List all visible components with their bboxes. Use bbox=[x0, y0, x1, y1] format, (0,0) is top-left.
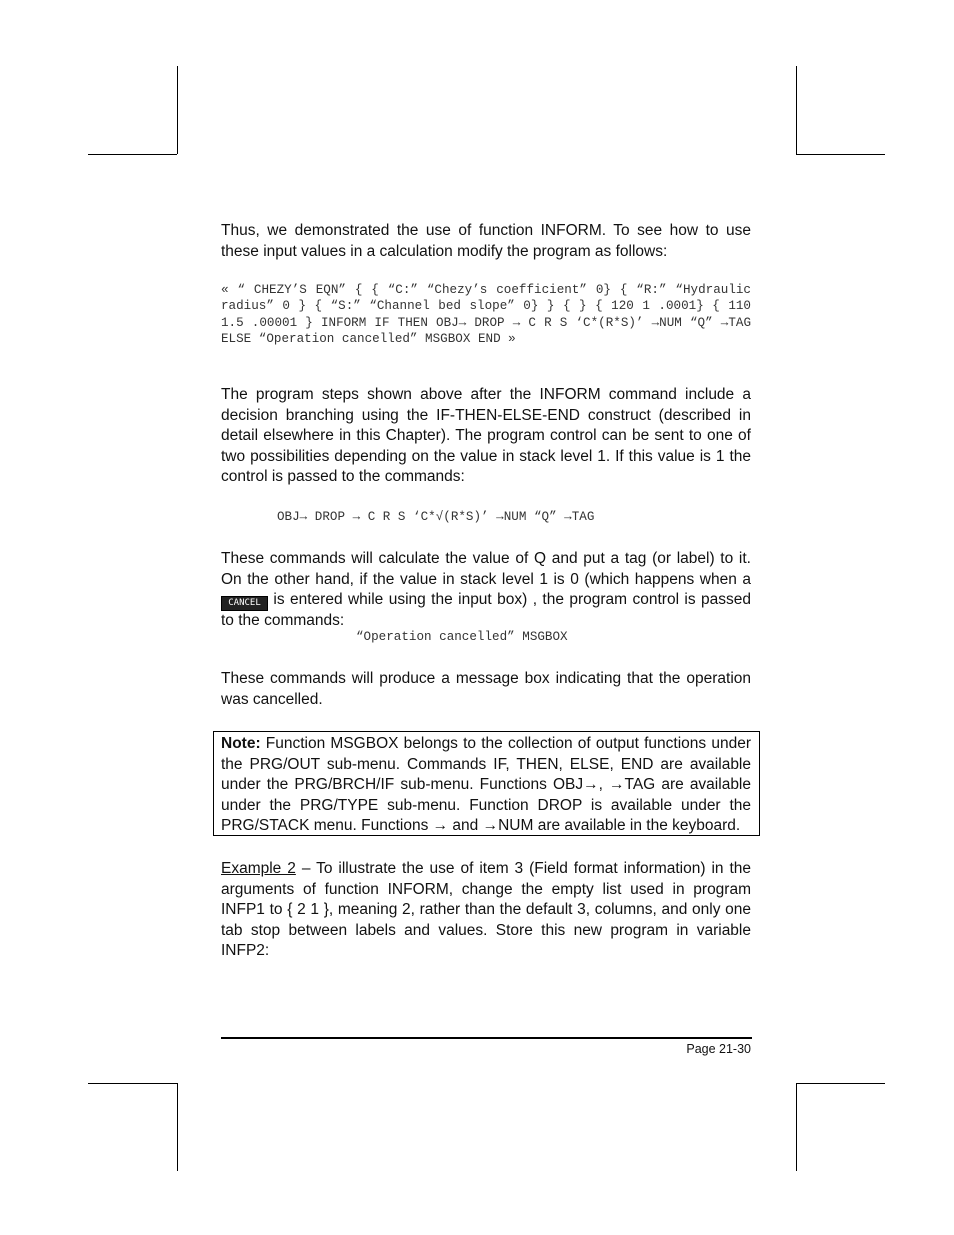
crop-mark-top-right-horizontal bbox=[796, 154, 885, 155]
branching-paragraph: The program steps shown above after the INFORM command include a decision branching using the IF-THEN-ELSE-END construct (described in detail elsewhere in this Chapter). The program control can be sent to one of two possibilities depending on the value in stack level 1. If this value is 1 the control is passed to the commands: bbox=[221, 386, 751, 485]
example-label: Example 2 bbox=[221, 860, 296, 877]
crop-mark-top-left-vertical bbox=[177, 66, 178, 154]
calculation-paragraph bbox=[221, 549, 751, 632]
msgbox-paragraph: These commands will produce a message box indicating that the operation was cancelled. bbox=[221, 670, 751, 708]
then-commands-code: OBJ→ DROP → C R S ‘C*√(R*S)’ →NUM “Q” →TAG bbox=[277, 510, 595, 524]
crop-mark-bottom-right-horizontal bbox=[796, 1083, 885, 1084]
page-number: Page 21-30 bbox=[686, 1042, 751, 1056]
crop-mark-top-left-horizontal bbox=[88, 154, 177, 155]
crop-mark-bottom-left-vertical bbox=[177, 1083, 178, 1171]
example-paragraph bbox=[221, 859, 751, 962]
crop-mark-bottom-left-horizontal bbox=[88, 1083, 177, 1084]
else-commands-code: “Operation cancelled” MSGBOX bbox=[356, 630, 568, 644]
page-body bbox=[221, 0, 751, 1235]
crop-mark-top-right-vertical bbox=[796, 66, 797, 154]
example-text: – To illustrate the use of item 3 (Field format information) in the arguments of function INFORM, change the empty list used in program INFP1 to { 2 1 }, meaning 2, rather than the default 3, columns, and only one tab stop between labels and values. Store this new program in variable INFP2: bbox=[221, 860, 751, 959]
cancel-softkey-icon: CANCEL bbox=[221, 596, 268, 611]
note-box bbox=[213, 731, 760, 836]
calculation-text-part-2: is entered while using the input box) , the program control is passed to the commands: bbox=[221, 591, 751, 629]
footer-rule bbox=[221, 1037, 752, 1039]
calculation-text-part-1: These commands will calculate the value of Q and put a tag (or label) to it. On the other hand, if the value in stack level 1 is 0 (which happens when a bbox=[221, 550, 751, 588]
crop-mark-bottom-right-vertical bbox=[796, 1083, 797, 1171]
note-label: Note: bbox=[221, 735, 261, 752]
program-code-block: « “ CHEZY’S EQN” { { “C:” “Chezy’s coefficient” 0} { “R:” “Hydraulic radius” 0 } { “S:” “Channel bed slope” 0} } { } { 120 1 .0001} { 110 1.5 .00001 } INFORM IF THEN OBJ→ DROP → C R S ‘C*(R*S)’ →NUM “Q” →TAG ELSE “Operation cancelled” MSGBOX END » bbox=[221, 283, 751, 347]
note-body: Function MSGBOX belongs to the collection of output functions under the PRG/OUT sub-menu. Commands IF, THEN, ELSE, END are available under the PRG/BRCH/IF sub-menu. Functions OBJ→, →TAG are available under the PRG/TYPE sub-menu. Function DROP is available under the PRG/STACK menu. Functions → and →NUM are available in the keyboard. bbox=[221, 735, 751, 834]
note-text bbox=[221, 734, 751, 837]
intro-paragraph: Thus, we demonstrated the use of function INFORM. To see how to use these input values in a calculation modify the program as follows: bbox=[221, 222, 751, 260]
